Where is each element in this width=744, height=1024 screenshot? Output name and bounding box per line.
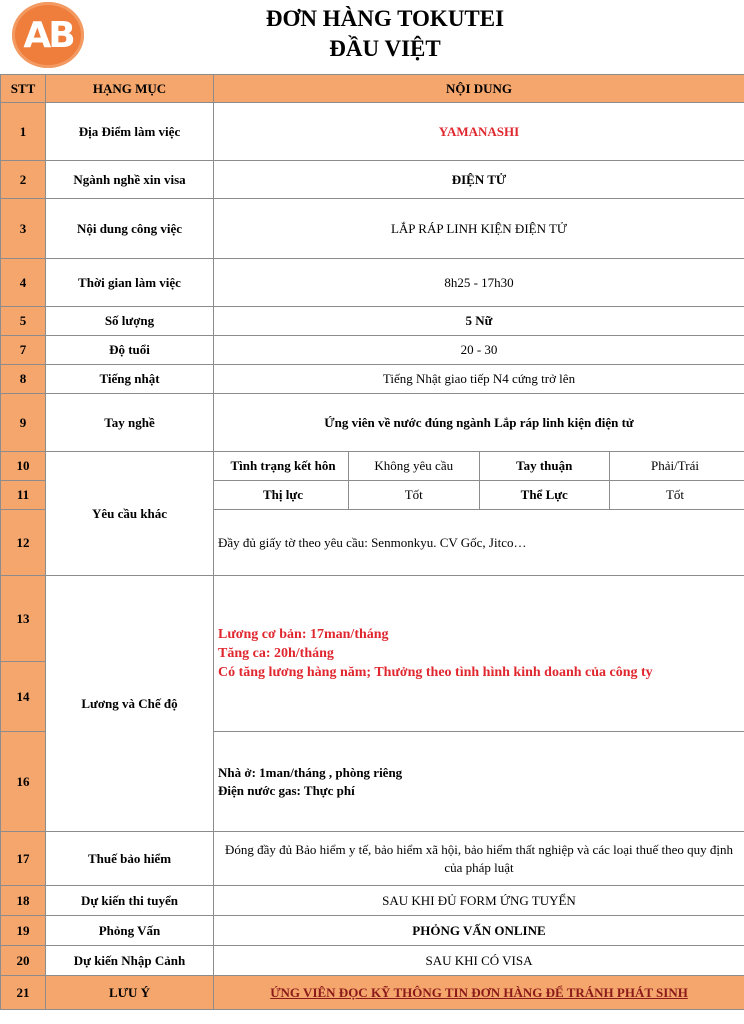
company-logo: AB: [12, 2, 84, 68]
row-label: Dự kiến thi tuyển: [46, 886, 214, 916]
table-row: [1, 976, 744, 1010]
row-number: 7: [1, 336, 46, 365]
row-label: Dự kiến Nhập Cảnh: [46, 946, 214, 976]
row-number: 8: [1, 365, 46, 394]
other-requirements-grid: [214, 452, 744, 481]
table-row: [1, 365, 744, 394]
other-requirements-grid: [214, 481, 744, 510]
row-label: Số lượng: [46, 307, 214, 336]
entry-value: SAU KHI CÓ VISA: [214, 946, 744, 976]
hours-value: 8h25 - 17h30: [214, 259, 744, 307]
table-row: [1, 916, 744, 946]
housing-line: Nhà ở: 1man/tháng , phòng riêng: [218, 764, 403, 780]
header-category: HẠNG MỤC: [46, 75, 214, 103]
table-row: [1, 103, 744, 161]
row-number: 17: [1, 832, 46, 886]
row-number: 16: [1, 732, 46, 832]
table-row: [1, 307, 744, 336]
documents-value: Đầy đủ giấy tờ theo yêu cầu: Senmonkyu. CV Gốc, Jitco…: [214, 510, 744, 576]
physical-label: Thể Lực: [479, 481, 610, 509]
page-header: [0, 0, 744, 74]
row-number: 3: [1, 199, 46, 259]
note-text: ỨNG VIÊN ĐỌC KỸ THÔNG TIN ĐƠN HÀNG ĐỂ TRÁNH PHÁT SINH: [270, 984, 688, 1000]
header-stt: STT: [1, 75, 46, 103]
salary-raise: Có tăng lương hàng năm; Thưởng theo tình hình kinh doanh của công ty: [218, 665, 653, 680]
job-value: LẮP RÁP LINH KIỆN ĐIỆN TỬ: [214, 199, 744, 259]
note-value: [214, 976, 744, 1010]
row-number: 20: [1, 946, 46, 976]
hand-label: Tay thuận: [479, 452, 610, 480]
row-label: Nội dung công việc: [46, 199, 214, 259]
row-label: Thời gian làm việc: [46, 259, 214, 307]
salary-overtime: Tăng ca: 20h/tháng: [218, 646, 334, 661]
table-row: [1, 161, 744, 199]
table-header-row: [1, 75, 744, 103]
row-number: 19: [1, 916, 46, 946]
row-number: 14: [1, 662, 46, 732]
insurance-value: Đóng đầy đủ Bảo hiểm y tế, bảo hiểm xã hội, bảo hiểm thất nghiệp và các loại thuế theo quy định của pháp luật: [214, 832, 744, 886]
marital-label: Tình trạng kết hôn: [218, 452, 349, 480]
salary-value: [214, 576, 744, 732]
age-value: 20 - 30: [214, 336, 744, 365]
row-number: 10: [1, 452, 46, 481]
table-row: [1, 394, 744, 452]
table-row: [1, 832, 744, 886]
location-value: YAMANASHI: [214, 103, 744, 161]
row-label: Lương và Chế độ: [46, 576, 214, 832]
exam-value: SAU KHI ĐỦ FORM ỨNG TUYỂN: [214, 886, 744, 916]
table-row: [1, 259, 744, 307]
row-label: Tiếng nhật: [46, 365, 214, 394]
table-row: [1, 452, 744, 481]
row-number: 18: [1, 886, 46, 916]
salary-base: Lương cơ bản: 17man/tháng: [218, 627, 389, 642]
row-label: Địa Điểm làm việc: [46, 103, 214, 161]
marital-value: Không yêu cầu: [349, 452, 480, 480]
row-label: Ngành nghề xin visa: [46, 161, 214, 199]
row-number: 21: [1, 976, 46, 1010]
row-number: 1: [1, 103, 46, 161]
table-row: [1, 886, 744, 916]
page-subtitle: ĐẦU VIỆT: [329, 36, 441, 61]
table-row: [1, 576, 744, 662]
japanese-value: Tiếng Nhật giao tiếp N4 cứng trở lên: [214, 365, 744, 394]
housing-value: [214, 732, 744, 832]
row-number: 11: [1, 481, 46, 510]
row-label: Tay nghề: [46, 394, 214, 452]
row-number: 9: [1, 394, 46, 452]
row-label: Phỏng Vấn: [46, 916, 214, 946]
row-label: Thuế bảo hiểm: [46, 832, 214, 886]
order-table: [0, 74, 744, 1010]
interview-value: PHỎNG VẤN ONLINE: [214, 916, 744, 946]
table-row: [1, 336, 744, 365]
table-row: [1, 199, 744, 259]
vision-value: Tốt: [349, 481, 480, 509]
skill-value: Ứng viên về nước đúng ngành Lắp ráp linh kiện điện tử: [214, 394, 744, 452]
table-row: [1, 946, 744, 976]
row-label: Độ tuổi: [46, 336, 214, 365]
row-number: 13: [1, 576, 46, 662]
row-number: 5: [1, 307, 46, 336]
row-label: Yêu cầu khác: [46, 452, 214, 576]
vision-label: Thị lực: [218, 481, 349, 509]
physical-value: Tốt: [610, 481, 741, 509]
header-content: NỘI DUNG: [214, 75, 744, 103]
utilities-line: Điện nước gas: Thực phí: [218, 782, 355, 798]
row-number: 2: [1, 161, 46, 199]
row-number: 4: [1, 259, 46, 307]
page-title: ĐƠN HÀNG TOKUTEI: [265, 6, 505, 31]
hand-value: Phải/Trái: [610, 452, 741, 480]
row-number: 12: [1, 510, 46, 576]
quantity-value: 5 Nữ: [214, 307, 744, 336]
row-label: LƯU Ý: [46, 976, 214, 1010]
industry-value: ĐIỆN TỬ: [214, 161, 744, 199]
